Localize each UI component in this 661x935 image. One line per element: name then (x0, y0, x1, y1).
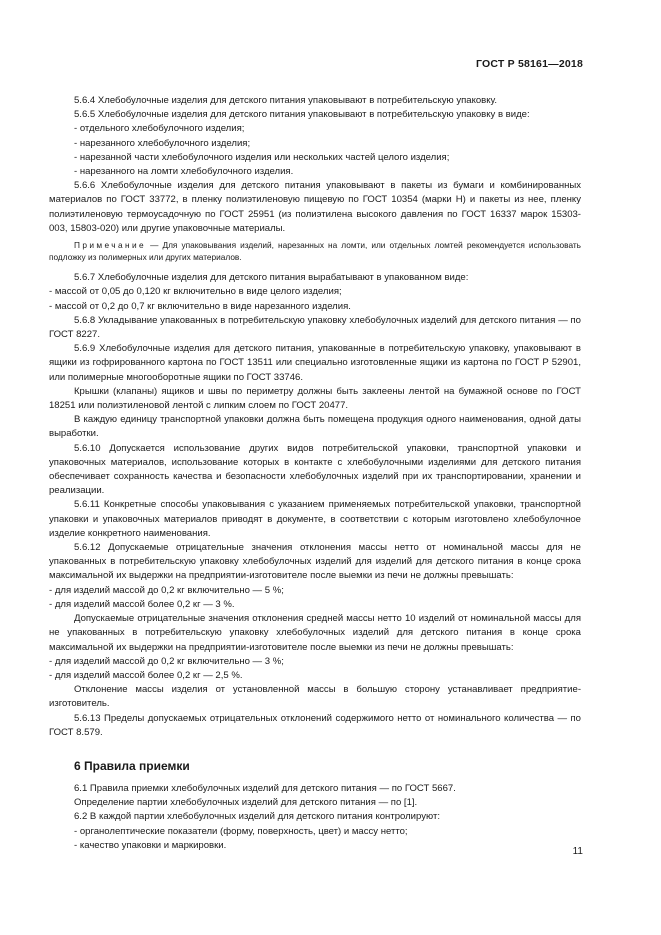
paragraph-5-6-11: 5.6.11 Конкретные способы упаковывания с указанием применяемых потребительской упаковки, транспортной упаковки и упаковочных материалов приводят в документе, в соответствии с которым изготовлено хлебобулочное изделие конкретного наименования. (49, 499, 581, 539)
note (49, 240, 581, 263)
section-heading: 6 Правила приемки (74, 758, 190, 773)
paragraph: В каждую единицу транспортной упаковки должна быть помещена продукция одного наименования, одной даты выработки. (49, 414, 581, 440)
paragraph: Допускаемые отрицательные значения отклонения средней массы нетто 10 изделий от номинальной массы для не упакованных в потребительскую упаковку хлебобулочных изделий для детского питания в конце срока максимальной их выдержки на предприятии-изготовителе после выемки из печи не должны превышать: (49, 613, 581, 653)
list-item: - для изделий массой до 0,2 кг включительно — 5 %; (49, 584, 284, 596)
list-item: - качество упаковки и маркировки. (74, 839, 227, 851)
list-item: - для изделий массой до 0,2 кг включительно — 3 %; (49, 655, 284, 667)
list-item: - нарезанной части хлебобулочного изделия или нескольких частей целого изделия; (74, 151, 450, 163)
list-item: - отдельного хлебобулочного изделия; (74, 123, 245, 135)
paragraph-5-6-5: 5.6.5 Хлебобулочные изделия для детского питания упаковывают в потребительскую упаковку в виде: (74, 109, 530, 121)
list-item: - для изделий массой более 0,2 кг — 2,5 %. (49, 669, 243, 681)
paragraph-5-6-13: 5.6.13 Пределы допускаемых отрицательных отклонений содержимого нетто от номинального количества — по ГОСТ 8.579. (49, 712, 581, 738)
list-item: - нарезанного на ломти хлебобулочного изделия. (74, 166, 294, 178)
paragraph-5-6-6: 5.6.6 Хлебобулочные изделия для детского питания упаковывают в пакеты из бумаги и комбинированных материалов по ГОСТ 33772, в пленку полиэтиленовую пищевую по ГОСТ 10354 (марки Н) и пакеты из нее, пленку полиэтиленовую термоусадочную по ГОСТ 25951 (из полиэтилена высокого давления по ГОСТ 16337 марок 15303-003, 15803-020) или другие упаковочные материалы. (49, 180, 581, 234)
document-header: ГОСТ Р 58161—2018 (475, 58, 583, 70)
paragraph: Определение партии хлебобулочных изделий для детского питания — по [1]. (74, 797, 418, 809)
paragraph: Отклонение массы изделия от установленной массы в большую сторону устанавливает предприятие-изготовитель. (49, 684, 581, 710)
paragraph-5-6-7: 5.6.7 Хлебобулочные изделия для детского питания вырабатывают в упакованном виде: (74, 272, 469, 284)
note-text: — Для упаковывания изделий, нарезанных на ломти, или отдельных ломтей рекомендуется использовать подложку из полимерных или других материалов. (49, 240, 581, 262)
paragraph: Крышки (клапаны) ящиков и швы по периметру должны быть заклеены лентой на бумажной основе по ГОСТ 18251 или полиэтиленовой лентой с липким слоем по ГОСТ 20477. (49, 385, 581, 412)
paragraph-5-6-9: 5.6.9 Хлебобулочные изделия для детского питания, упакованные в потребительскую упаковку, упаковывают в ящики из гофрированного картона по ГОСТ 13511 или специально изготовленные ящики из картона по ГОСТ Р 52901, или полимерные многооборотные ящики по ГОСТ 33746. (49, 343, 581, 383)
list-item: - органолептические показатели (форму, поверхность, цвет) и массу нетто; (74, 825, 408, 837)
document-body (49, 94, 581, 853)
list-item: - массой от 0,2 до 0,7 кг включительно в виде нарезанного изделия. (49, 300, 351, 312)
list-item: - массой от 0,05 до 0,120 кг включительно в виде целого изделия; (49, 286, 342, 298)
paragraph-6-1: 6.1 Правила приемки хлебобулочных изделий для детского питания — по ГОСТ 5667. (74, 782, 456, 794)
list-item: - для изделий массой более 0,2 кг — 3 %. (49, 598, 235, 610)
page-number: 11 (572, 846, 583, 857)
paragraph-5-6-10: 5.6.10 Допускается использование других видов потребительской упаковки, транспортной упаковки и упаковочных материалов, использование которых в контакте с хлебобулочными изделиями для детского питания обеспечивает сохранность качества и безопасности хлебобулочных изделий при их транспортировании, хранении и реализации. (49, 442, 581, 497)
paragraph-5-6-12: 5.6.12 Допускаемые отрицательные значения отклонения массы нетто от номинальной массы для не упакованных в потребительскую упаковку хлебобулочных изделий для изделий для детского питания в конце срока максимальной их выдержки на предприятии-изготовителе после выемки из печи не должны превышать: (49, 542, 581, 582)
paragraph-5-6-4: 5.6.4 Хлебобулочные изделия для детского питания упаковывают в потребительскую упаковку. (74, 95, 497, 106)
list-item: - нарезанного хлебобулочного изделия; (74, 137, 251, 149)
paragraph-6-2: 6.2 В каждой партии хлебобулочных изделий для детского питания контролируют: (74, 811, 440, 823)
note-label: Примечание (74, 240, 147, 251)
paragraph-5-6-8: 5.6.8 Укладывание упакованных в потребительскую упаковку хлебобулочных изделий для детского питания — по ГОСТ 8227. (49, 314, 581, 341)
